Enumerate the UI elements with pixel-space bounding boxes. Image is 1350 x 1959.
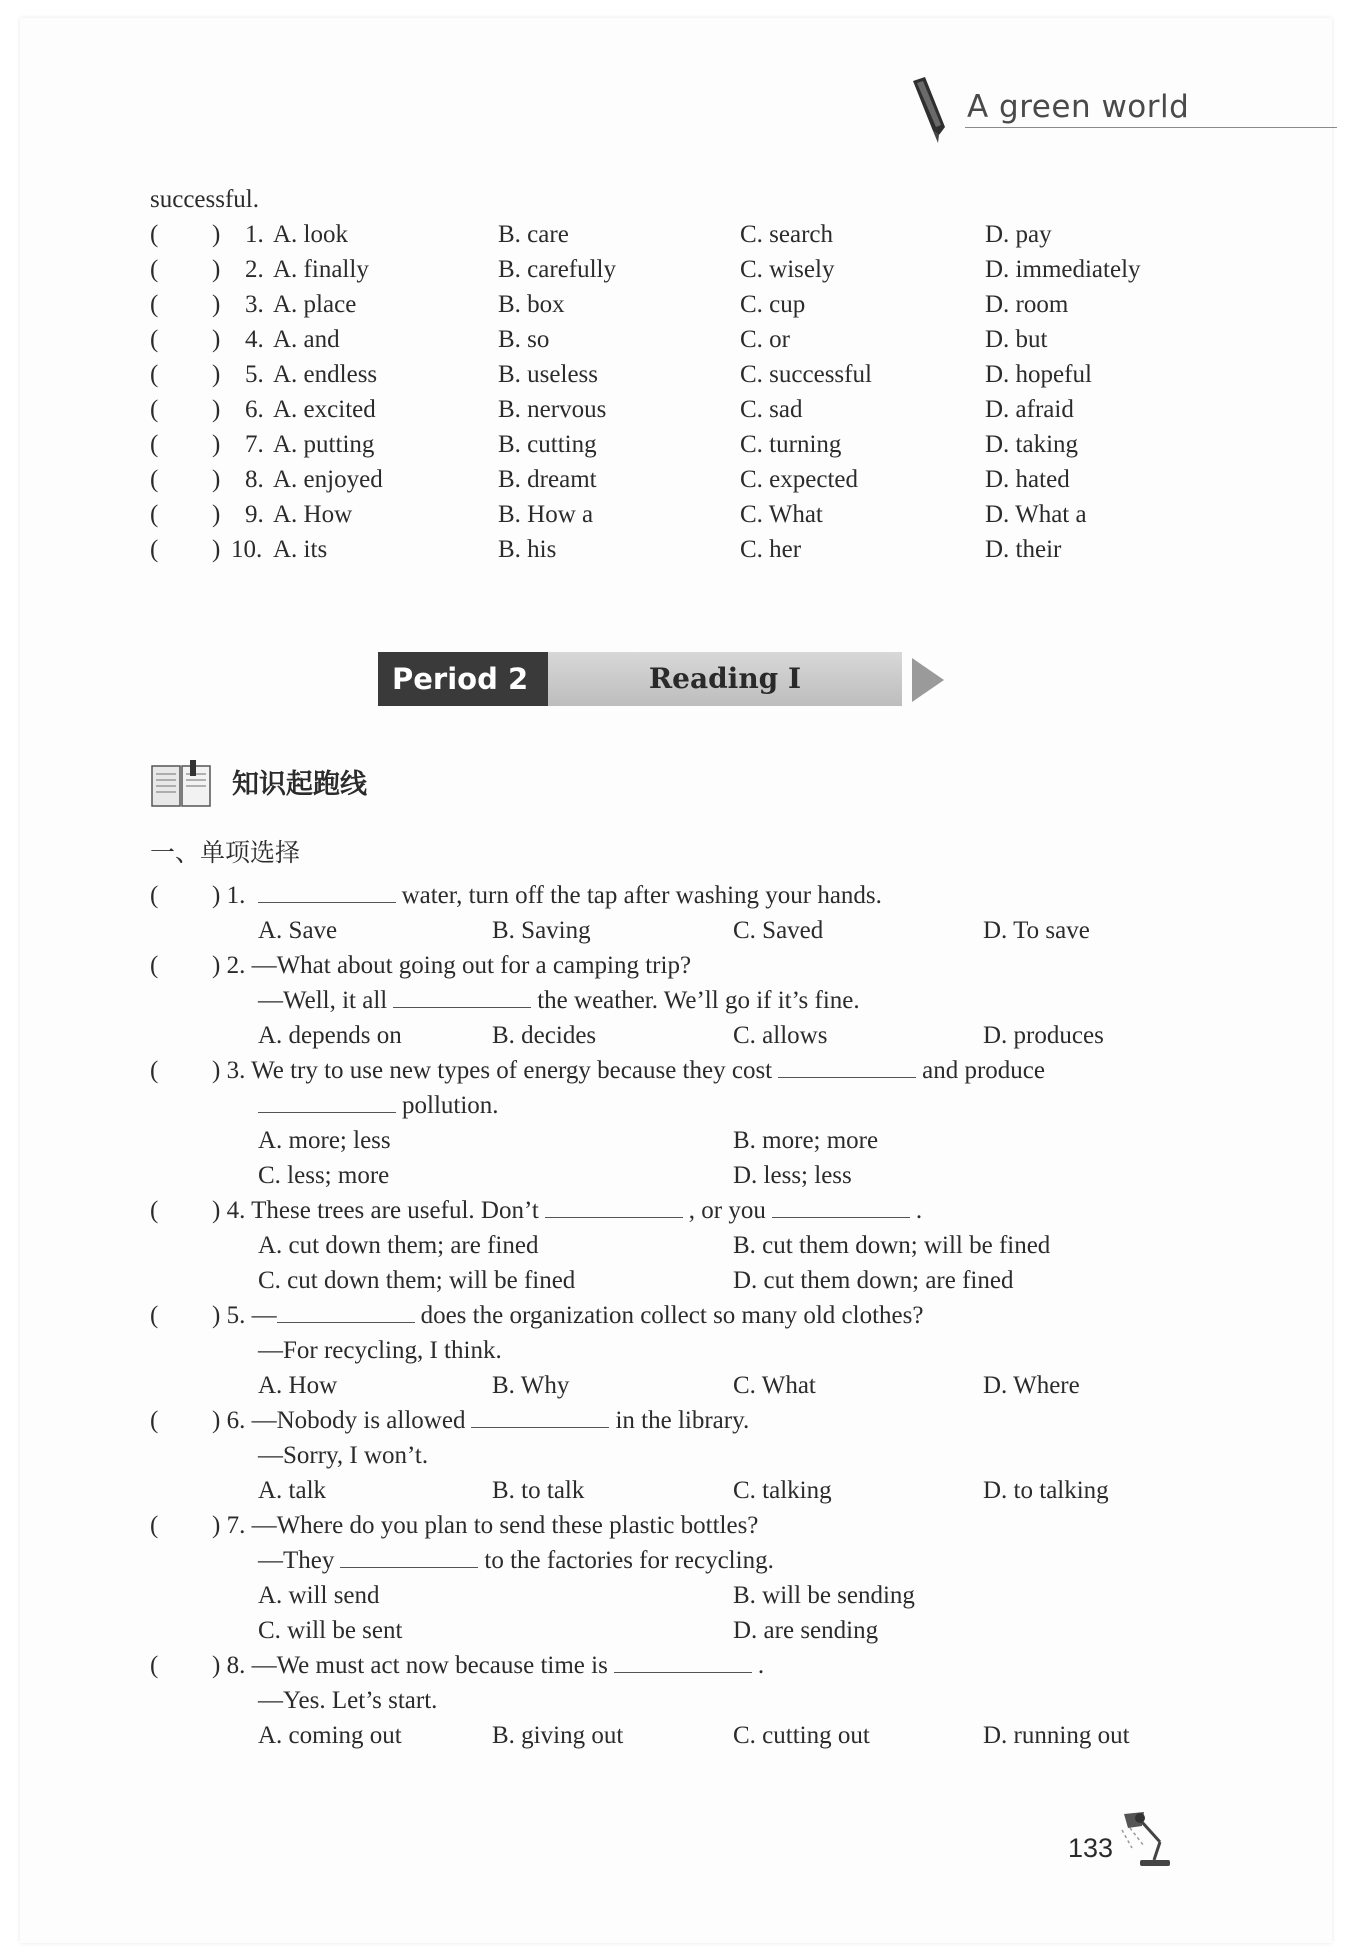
section-heading: 知识起跑线 <box>232 769 367 800</box>
question-number: 2. <box>245 256 264 283</box>
option-a: A. cut down them; are fined <box>258 1232 539 1259</box>
question-number: ) 5. <box>212 1302 246 1329</box>
option-b: B. useless <box>498 361 598 388</box>
question-text: —Where do you plan to send these plastic bottles? <box>251 1512 759 1539</box>
answer-blank <box>277 1298 415 1323</box>
question-text: . <box>757 1652 765 1679</box>
question-text: These trees are useful. Don’t <box>251 1197 539 1224</box>
question-text: and produce <box>922 1057 1045 1084</box>
option-d: D. room <box>985 291 1069 318</box>
cloze-row-5 <box>150 357 1250 392</box>
option-c: C. or <box>740 326 790 353</box>
question-number: 5. <box>245 361 264 388</box>
desk-lamp-icon <box>1118 1808 1180 1870</box>
option-a: A. finally <box>273 256 369 283</box>
option-a: A. excited <box>273 396 376 423</box>
intro-text: successful. <box>150 186 259 213</box>
option-c: C. turning <box>740 431 842 458</box>
question-3 <box>212 1053 1045 1088</box>
option-c: C. Saved <box>733 917 824 944</box>
answer-blank <box>393 983 531 1008</box>
answer-paren-open: ( <box>150 536 159 563</box>
answer-paren-close: ) <box>212 291 221 318</box>
option-b: B. care <box>498 221 569 248</box>
option-c: C. What <box>733 1372 816 1399</box>
answer-paren-close: ) <box>212 466 221 493</box>
option-c: C. less; more <box>258 1162 390 1189</box>
answer-paren-open: ( <box>150 501 159 528</box>
option-a: A. depends on <box>258 1022 402 1049</box>
option-a: A. look <box>273 221 348 248</box>
cloze-row-9 <box>150 497 1250 532</box>
question-text: —Well, it all <box>258 987 388 1014</box>
answer-blank <box>340 1543 478 1568</box>
option-b: B. Saving <box>492 917 591 944</box>
cloze-row-4 <box>150 322 1250 357</box>
option-a: A. putting <box>273 431 375 458</box>
option-d: D. hopeful <box>985 361 1092 388</box>
banner-title-box <box>548 652 902 706</box>
option-b: B. his <box>498 536 557 563</box>
question-4 <box>212 1193 922 1228</box>
question-number: 8. <box>245 466 264 493</box>
answer-paren-close: ) <box>212 326 221 353</box>
question-text: —They <box>258 1547 335 1574</box>
answer-blank <box>545 1193 683 1218</box>
question-text: —What about going out for a camping trip? <box>251 952 692 979</box>
option-a: A. its <box>273 536 328 563</box>
paren-open: ( <box>150 1057 159 1084</box>
paren-open: ( <box>150 882 159 909</box>
option-d: D. afraid <box>985 396 1074 423</box>
option-d: D. What a <box>985 501 1087 528</box>
cloze-row-1 <box>150 217 1250 252</box>
answer-paren-open: ( <box>150 361 159 388</box>
option-d: D. immediately <box>985 256 1141 283</box>
option-a: A. enjoyed <box>273 466 383 493</box>
question-number: 10. <box>231 536 263 563</box>
option-c: C. successful <box>740 361 872 388</box>
option-a: A. How <box>258 1372 338 1399</box>
running-head-title: A green world <box>967 89 1190 125</box>
banner-arrow-icon <box>912 658 944 702</box>
option-b: B. cutting <box>498 431 597 458</box>
option-a: A. coming out <box>258 1722 402 1749</box>
answer-paren-close: ) <box>212 501 221 528</box>
option-c: C. cup <box>740 291 806 318</box>
option-c: C. will be sent <box>258 1617 403 1644</box>
cloze-row-3 <box>150 287 1250 322</box>
question-text: We try to use new types of energy because they cost <box>251 1057 773 1084</box>
answer-paren-close: ) <box>212 431 221 458</box>
question-number: 6. <box>245 396 264 423</box>
question-7-line2 <box>258 1543 774 1578</box>
running-head <box>905 75 1335 135</box>
option-d: D. less; less <box>733 1162 852 1189</box>
paren-open: ( <box>150 1197 159 1224</box>
option-b: B. to talk <box>492 1477 585 1504</box>
question-number: 9. <box>245 501 264 528</box>
option-d: D. running out <box>983 1722 1130 1749</box>
option-c: C. expected <box>740 466 859 493</box>
page-number: 133 <box>1068 1833 1114 1863</box>
answer-paren-open: ( <box>150 256 159 283</box>
question-1 <box>212 878 882 913</box>
option-b: B. nervous <box>498 396 607 423</box>
cloze-row-8 <box>150 462 1250 497</box>
option-d: D. taking <box>985 431 1079 458</box>
cloze-row-10 <box>150 532 1250 567</box>
option-b: B. dreamt <box>498 466 597 493</box>
answer-paren-open: ( <box>150 291 159 318</box>
paren-open: ( <box>150 1512 159 1539</box>
option-c: C. What <box>740 501 823 528</box>
option-b: B. How a <box>498 501 594 528</box>
question-number: 3. <box>245 291 264 318</box>
answer-paren-close: ) <box>212 536 221 563</box>
question-3-line2 <box>258 1088 499 1123</box>
answer-blank <box>772 1193 910 1218</box>
option-b: B. will be sending <box>733 1582 915 1609</box>
question-number: ) 2. <box>212 952 246 979</box>
answer-paren-close: ) <box>212 221 221 248</box>
cloze-row-6 <box>150 392 1250 427</box>
question-number: ) 6. <box>212 1407 246 1434</box>
question-5-line2: —For recycling, I think. <box>258 1337 502 1364</box>
option-b: B. carefully <box>498 256 617 283</box>
open-book-icon <box>150 760 214 810</box>
option-a: A. more; less <box>258 1127 391 1154</box>
option-b: B. decides <box>492 1022 597 1049</box>
option-c: C. cut down them; will be fined <box>258 1267 576 1294</box>
paren-open: ( <box>150 1302 159 1329</box>
paren-open: ( <box>150 1407 159 1434</box>
question-text: . <box>915 1197 923 1224</box>
question-7 <box>212 1508 758 1543</box>
question-number: ) 4. <box>212 1197 246 1224</box>
option-c: C. search <box>740 221 834 248</box>
answer-paren-open: ( <box>150 466 159 493</box>
option-a: A. will send <box>258 1582 380 1609</box>
option-b: B. cut them down; will be fined <box>733 1232 1051 1259</box>
question-text: water, turn off the tap after washing your hands. <box>401 882 882 909</box>
option-b: B. so <box>498 326 550 353</box>
cloze-row-7 <box>150 427 1250 462</box>
option-a: A. and <box>273 326 340 353</box>
option-c: C. wisely <box>740 256 835 283</box>
question-number: ) 8. <box>212 1652 246 1679</box>
option-d: D. Where <box>983 1372 1080 1399</box>
answer-paren-open: ( <box>150 326 159 353</box>
answer-paren-open: ( <box>150 396 159 423</box>
banner-title: Reading I <box>648 662 802 695</box>
question-6-line2: —Sorry, I won’t. <box>258 1442 429 1469</box>
answer-blank <box>258 878 396 903</box>
option-d: D. to talking <box>983 1477 1109 1504</box>
question-number: ) 3. <box>212 1057 246 1084</box>
answer-paren-close: ) <box>212 256 221 283</box>
question-text: pollution. <box>402 1092 499 1119</box>
period-banner <box>378 652 946 706</box>
option-d: D. are sending <box>733 1617 879 1644</box>
sub-heading: 一、单项选择 <box>150 838 301 867</box>
paren-open: ( <box>150 1652 159 1679</box>
question-text: in the library. <box>615 1407 750 1434</box>
pen-icon <box>905 75 957 143</box>
cloze-row-2 <box>150 252 1250 287</box>
question-text: does the organization collect so many old clothes? <box>420 1302 924 1329</box>
question-text: —We must act now because time is <box>251 1652 608 1679</box>
question-2 <box>212 948 691 983</box>
option-d: D. cut them down; are fined <box>733 1267 1014 1294</box>
option-a: A. talk <box>258 1477 327 1504</box>
question-text: the weather. We’ll go if it’s fine. <box>537 987 860 1014</box>
header-rule <box>965 127 1337 128</box>
option-d: D. hated <box>985 466 1070 493</box>
question-text: — <box>251 1302 277 1329</box>
answer-paren-open: ( <box>150 431 159 458</box>
question-2-line2 <box>258 983 860 1018</box>
option-c: C. her <box>740 536 802 563</box>
question-number: 4. <box>245 326 264 353</box>
question-text: , or you <box>688 1197 766 1224</box>
period-label: Period 2 <box>378 652 548 706</box>
option-c: C. cutting out <box>733 1722 870 1749</box>
question-number: 1. <box>245 221 264 248</box>
option-d: D. pay <box>985 221 1052 248</box>
option-c: C. talking <box>733 1477 832 1504</box>
option-d: D. produces <box>983 1022 1104 1049</box>
answer-blank <box>258 1088 396 1113</box>
question-6 <box>212 1403 749 1438</box>
question-number: 7. <box>245 431 264 458</box>
option-d: D. their <box>985 536 1062 563</box>
option-b: B. box <box>498 291 565 318</box>
option-a: A. place <box>273 291 357 318</box>
answer-blank <box>778 1053 916 1078</box>
question-number: ) 7. <box>212 1512 246 1539</box>
answer-paren-close: ) <box>212 396 221 423</box>
option-a: A. How <box>273 501 353 528</box>
answer-paren-close: ) <box>212 361 221 388</box>
option-d: D. but <box>985 326 1048 353</box>
option-d: D. To save <box>983 917 1090 944</box>
question-5 <box>212 1298 923 1333</box>
question-number: ) 1. <box>212 882 246 909</box>
answer-blank <box>471 1403 609 1428</box>
option-c: C. sad <box>740 396 803 423</box>
question-text: —Nobody is allowed <box>251 1407 466 1434</box>
question-8 <box>212 1648 764 1683</box>
question-8-line2: —Yes. Let’s start. <box>258 1687 438 1714</box>
option-a: A. Save <box>258 917 338 944</box>
option-b: B. more; more <box>733 1127 879 1154</box>
option-c: C. allows <box>733 1022 828 1049</box>
option-b: B. Why <box>492 1372 570 1399</box>
paren-open: ( <box>150 952 159 979</box>
answer-blank <box>614 1648 752 1673</box>
option-a: A. endless <box>273 361 378 388</box>
answer-paren-open: ( <box>150 221 159 248</box>
option-b: B. giving out <box>492 1722 624 1749</box>
question-text: to the factories for recycling. <box>484 1547 774 1574</box>
